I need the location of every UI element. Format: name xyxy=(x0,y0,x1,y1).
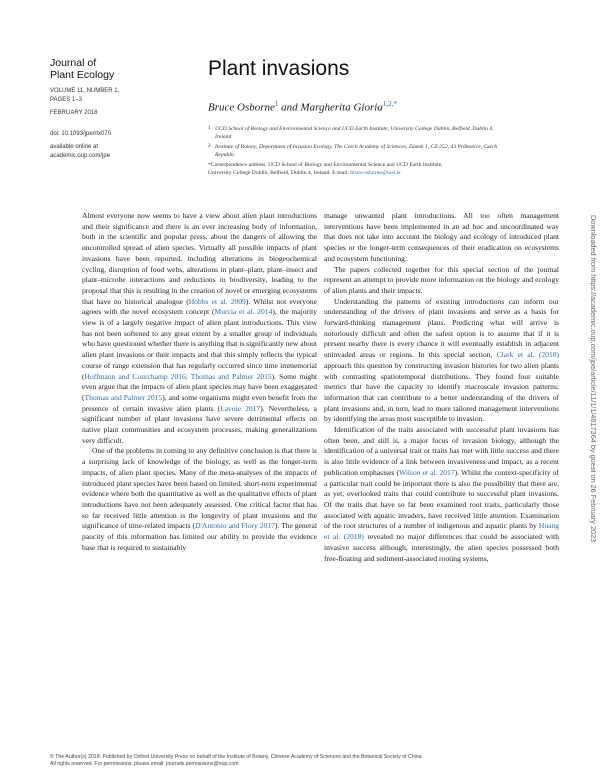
correspondence-email-link[interactable]: bruce.osborne@ucd.ie xyxy=(350,169,401,176)
paragraph: Almost everyone now seems to have a view about alien plant introductions and their significance and there is an ever increasing body of information, both in the scientific and popular press, about the dangers of allowing the uncontrolled spread of alien species. Virtually all possible impacts of plant invasions have been reported, including alterations in biogeochemical cycling, disruption of food webs, alterations in plant–plant, plant–insect and plant–microbe interactions and reductions in biodiversity, leading to the proposal that this is resulting in the creation of novel or emerging ecosystems that have no historical analogue (Hobbs et al. 2009). Whilst not everyone agrees with the novel ecosystem concept (Murcia et al. 2014), the majority view is of a largely negative impact of alien plant introductions. This view has not been softened to any great extent by a smaller group of individuals who have questioned whether there is anything that is significantly new about alien plant invasions or their impacts and that this simply reflects the typical course of range extension that has regularly occurred since time immemorial (Hoffmann and Courchamp 2016; Thomas and Palmer 2015). Some might even argue that the impacts of alien plant species may have been exaggerated (Thomas and Palmer 2015), and some organisms might even benefit from the presence of certain invasive alien plants (Lavoie 2017). Nevertheless, a significant number of plant invasions have severe detrimental effects on native plant communities and ecosystem processes, making generalizations very difficult. xyxy=(82,211,318,445)
journal-name-line2: Plant Ecology xyxy=(50,69,115,81)
citation-link[interactable]: Huang et al. (2018) xyxy=(324,521,559,542)
journal-volume: VOLUME 11, NUMBER 1, xyxy=(50,88,120,94)
copyright-footer xyxy=(50,754,580,769)
journal-name xyxy=(50,57,114,81)
author-osborne-affil[interactable]: 1 xyxy=(274,100,279,108)
citation-link[interactable]: D'Antonio and Flory 2017 xyxy=(195,521,275,531)
citation-link[interactable]: Hobbs et al. 2009 xyxy=(188,296,246,306)
author-list xyxy=(208,100,397,114)
affiliations xyxy=(208,126,558,181)
available-online-line2[interactable]: academic.oup.com/jpe xyxy=(50,152,111,159)
affiliation-2-number: 2 xyxy=(208,144,211,150)
author-gioria-affil[interactable]: 1,2,* xyxy=(382,100,397,108)
citation-link[interactable]: Clark et al. (2018) xyxy=(496,350,559,360)
journal-meta xyxy=(50,87,130,161)
citation-link[interactable]: Wilson et al. 2017 xyxy=(399,467,455,477)
affiliation-1-number: 1 xyxy=(208,126,211,131)
author-conjunction: and xyxy=(278,101,301,114)
paragraph: manage unwanted plant introductions. All too often management interventions have been implemented in an ad hoc and uncoordinated way that does not take into account the biology and ecology of introduced plant species or the longer-term consequences of their eradication on ecosystems and ecosystem functioning. xyxy=(324,211,559,263)
citation-link[interactable]: Lavoie 2017 xyxy=(220,403,261,413)
article-title: Plant invasions xyxy=(208,57,350,80)
paragraph: The papers collected together for this special section of the journal represent an attempt to provide more information on the biology and ecology of alien plants and their impacts. xyxy=(324,264,559,295)
citation-link[interactable]: Hoffmann and Courchamp 2016; Thomas and Palmer 2015 xyxy=(84,371,272,381)
paragraph: One of the problems in coming to any definitive conclusion is that there is a surprising lack of knowledge of the biology, as well as the longer-term impacts, of alien plant species. Many of the meta-analyses of the impacts of introduced plant species have been based on limited, short-term experimental evidence where both the quantitative as well as the qualitative effects of plant introductions have not been adequately assessed. One critical factor that has so far received little attention is the longevity of plant invasions and the significance of time-related impacts (D'Antonio and Flory 2017). The general paucity of this information has limited our ability to provide the evidence base that is required to sustainably xyxy=(82,446,317,552)
affiliation-1: 1 UCD School of Biology and Environmental Science and UCD Earth Institute, University College Dublin, Belfield, Dublin 4, Ireland xyxy=(208,126,494,140)
copyright-line: © The Author(s) 2018. Published by Oxford University Press on behalf of the Institute of Botany, Chinese Academy of Sciences and the Botanical Society of China. xyxy=(50,754,424,760)
journal-name-line1: Journal of xyxy=(50,57,97,69)
citation-link[interactable]: Murcia et al. 2014 xyxy=(214,307,273,317)
correspondence-address: *Correspondence address. UCD School of Biology and Environmental Science and UCD Earth Institute, University College Dublin, Belfield, Dublin 4, Ireland. E-mail: bruce.osborne@ucd.ie xyxy=(208,162,443,176)
journal-doi[interactable]: doi: 10.1093/jpe/rtx070 xyxy=(50,130,112,137)
available-online-line1: available online at xyxy=(50,144,99,151)
paragraph: Understanding the patterns of existing introductions can inform our understanding of the drivers of plant invasions and serve as a basis for forward-thinking management plans. Predicting what will arrive is notoriously difficult and often the safest option is to assume that if it is present nearby there is every chance it will eventually establish in adjacent uninvaded areas or regions. In this special section, Clark et al. (2018) approach this question by constructing invasion histories for two alien plants with contrasting spatiotemporal distributions. They found four suitable metrics that have the capacity to identify macroscale invasion patterns; information that can contribute to a better understanding of the drivers of plant invasions and, in turn, lead to more tailored management interventions by identifying the areas most susceptible to invasion. xyxy=(324,296,559,424)
body-column-left xyxy=(82,211,317,554)
permissions-line: All rights reserved. For permissions, please email: journals.permissions@oup.com xyxy=(50,761,239,768)
citation-link[interactable]: Thomas and Palmer 2015 xyxy=(84,392,163,402)
affiliation-2: 2 Institute of Botany, Department of Invasion Ecology, The Czech Academy of Sciences, Zámek 1, CZ-252, 43 Průhonice, Czech Republic xyxy=(208,144,498,158)
body-column-right xyxy=(324,211,559,564)
download-watermark xyxy=(585,215,599,775)
paragraph: Identification of the traits associated with successful plant invasions has often been, and still is, a major focus of invasion biology, although the identification of a universal trait or traits has met with little success and there is also little evidence of a link between invasiveness and impact, as a recent publication emphasises (Wilson et al. 2017). Whilst the context-specificity of a particular trait could be important there is also the possibility that there are, as yet, overlooked traits that could contribute to successful plant invasions. Of the traits that have so far been examined root traits, particularly those associated with aquatic invaders, have received little attention. Examination of the root structures of a number of indigenous and aquatic plants by Huang et al. (2018) revealed no major differences that could be associated with invasive success although, interestingly, the alien species possessed both free-floating and sediment-associated rooting systems, xyxy=(324,425,559,563)
author-gioria: Margherita Gioria xyxy=(300,101,383,114)
download-watermark-text: Downloaded from https://academic.oup.com/jpe/article/11/1/1/4817364 by guest on 26 February 2023 xyxy=(589,215,598,543)
journal-date: FEBRUARY 2018 xyxy=(50,110,98,117)
journal-pages: PAGES 1–3 xyxy=(50,96,82,103)
author-osborne: Bruce Osborne xyxy=(208,101,275,114)
